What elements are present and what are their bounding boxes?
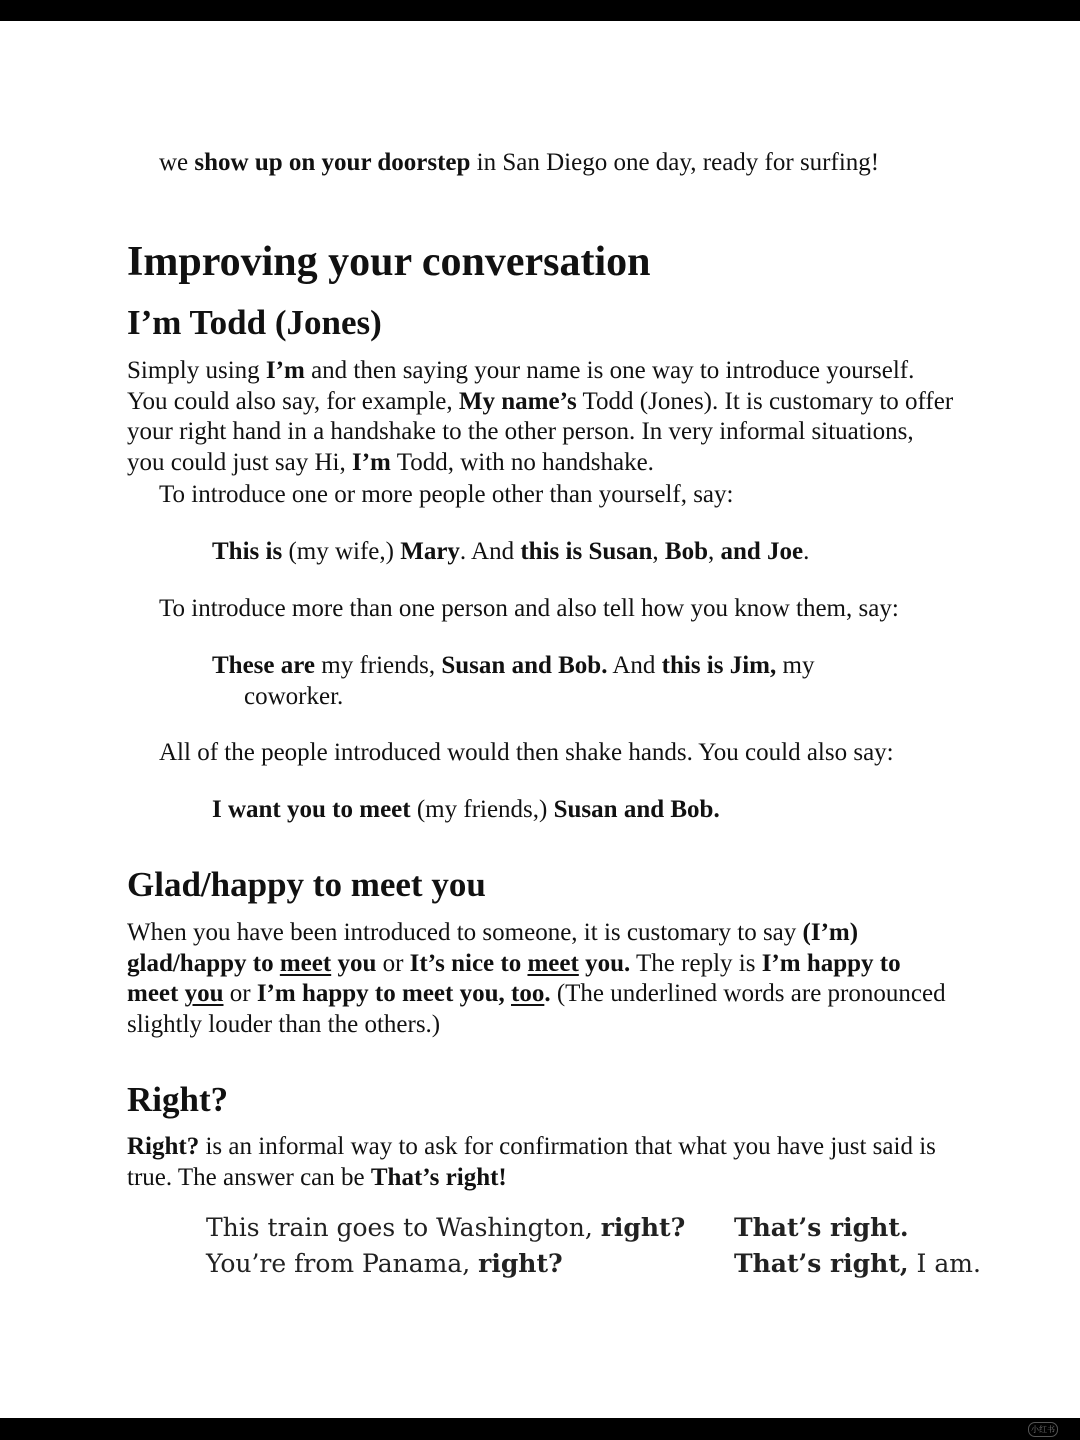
continuation-paragraph: we show up on your doorstep in San Diego one day, ready for surfing! (159, 149, 880, 176)
right-paragraph: Right? is an informal way to ask for confirmation that what you have just said is true. The answer can be That’s right! (127, 1133, 936, 1191)
example-answer: That’s right, I am. (734, 1249, 981, 1278)
example-question: You’re from Panama, right? (206, 1249, 563, 1278)
glad-happy-paragraph: When you have been introduced to someone, it is customary to say (I’m) glad/happy to meet you or It’s nice to meet you. The reply is I’m happy to meet you or I’m happy to meet you, too. (The underlined words are pronounced slightly louder than the others.) (127, 919, 946, 1038)
watermark-logo: 小红书 (1028, 1422, 1058, 1437)
shake-hands-paragraph: All of the people introduced would then shake hands. You could also say: (159, 739, 894, 766)
subheading-im-todd: I’m Todd (Jones) (127, 303, 382, 342)
top-black-bar (0, 0, 1080, 21)
example-want-you-to-meet: I want you to meet (my friends,) Susan and Bob. (212, 796, 720, 823)
subheading-right: Right? (127, 1080, 229, 1119)
introduce-more-paragraph: To introduce more than one person and also tell how you know them, say: (159, 595, 899, 622)
section-title: Improving your conversation (127, 239, 651, 285)
example-this-is: This is (my wife,) Mary. And this is Susan, Bob, and Joe. (212, 538, 810, 565)
example-answer: That’s right. (734, 1213, 909, 1242)
introduce-others-paragraph: To introduce one or more people other than yourself, say: (159, 481, 734, 508)
subheading-glad-happy: Glad/happy to meet you (127, 865, 486, 904)
example-question: This train goes to Washington, right? (206, 1213, 686, 1242)
bottom-black-bar (0, 1418, 1080, 1440)
example-these-are: These are my friends, Susan and Bob. And this is Jim, my coworker. (212, 652, 815, 710)
intro-paragraph: Simply using I’m and then saying your name is one way to introduce yourself. You could also say, for example, My name’s Todd (Jones). It is customary to offer your right hand in a handshake to the other person. In very informal situations, you could just say Hi, I’m Todd, with no handshake. (127, 357, 954, 476)
